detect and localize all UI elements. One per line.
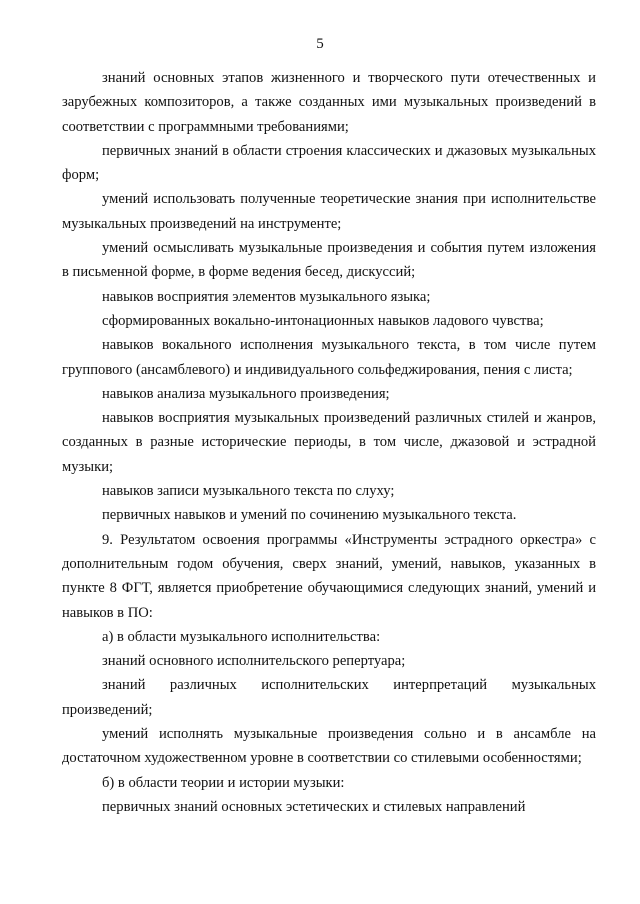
page-number: 5	[316, 36, 324, 52]
document-body	[62, 66, 596, 819]
paragraph: знаний основного исполнительского репертуара;	[102, 653, 406, 670]
paragraph: первичных знаний основных эстетических и стилевых направлений	[102, 798, 526, 815]
paragraph: умений исполнять музыкальные произведения сольно и в ансамбле на достаточном художественном уровне в соответствии со стилевыми особенностями;	[62, 726, 596, 767]
paragraph: б) в области теории и истории музыки:	[102, 774, 345, 791]
paragraph: знаний основных этапов жизненного и творческого пути отечественных и зарубежных композиторов, а также созданных ими музыкальных произведений в соответствии с программными требованиями;	[62, 70, 596, 135]
paragraph: 9. Результатом освоения программы «Инструменты эстрадного оркестра» с дополнительным годом обучения, сверх знаний, умений, навыков, указанных в пункте 8 ФГТ, является приобретение обучающимися следующих знаний, умений и навыков в ПО:	[62, 531, 596, 621]
paragraph: первичных навыков и умений по сочинению музыкального текста.	[102, 507, 517, 524]
paragraph: навыков восприятия музыкальных произведений различных стилей и жанров, созданных в разные исторические периоды, в том числе, джазовой и эстрадной музыки;	[62, 410, 596, 475]
paragraph: умений осмысливать музыкальные произведения и события путем изложения в письменной форме, в форме ведения бесед, дискуссий;	[62, 240, 596, 281]
paragraph: навыков вокального исполнения музыкального текста, в том числе путем группового (ансамблевого) и индивидуального сольфеджирования, пения с листа;	[62, 337, 596, 378]
paragraph: сформированных вокально-интонационных навыков ладового чувства;	[102, 312, 544, 329]
paragraph: знаний различных исполнительских интерпретаций музыкальных произведений;	[62, 677, 596, 718]
paragraph: первичных знаний в области строения классических и джазовых музыкальных форм;	[62, 142, 596, 184]
paragraph: а) в области музыкального исполнительства:	[102, 628, 381, 645]
paragraph: навыков анализа музыкального произведения;	[102, 385, 390, 402]
paragraph: навыков записи музыкального текста по слуху;	[102, 483, 395, 500]
paragraph: умений использовать полученные теоретические знания при исполнительстве музыкальных произведений на инструменте;	[62, 191, 596, 232]
paragraph: навыков восприятия элементов музыкального языка;	[102, 288, 431, 305]
